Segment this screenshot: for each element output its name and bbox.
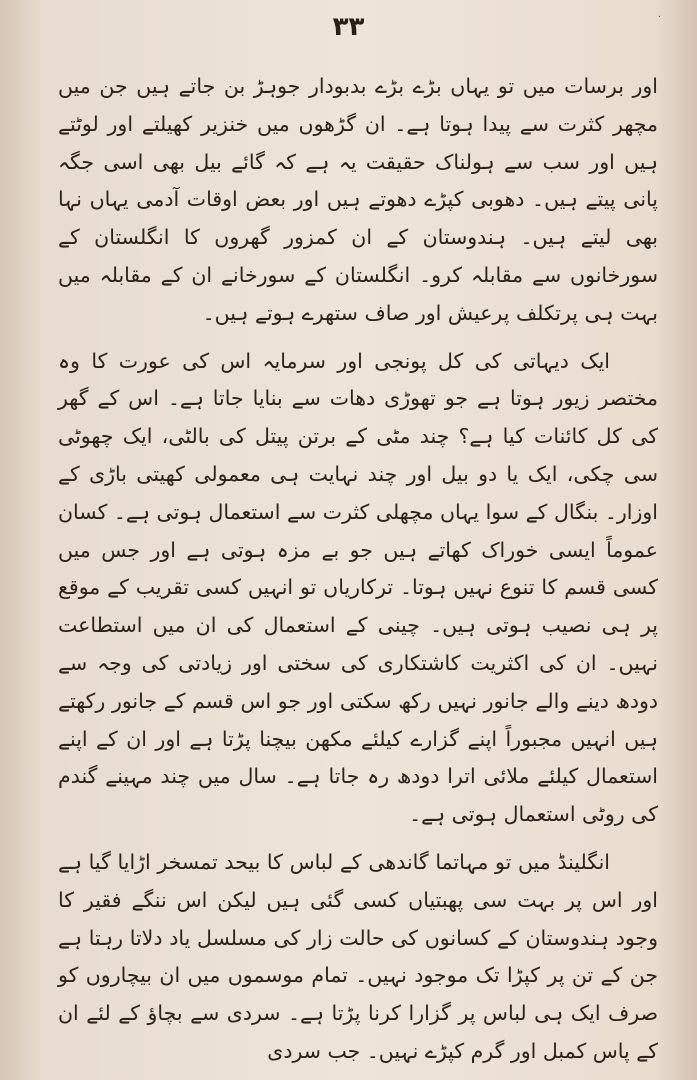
paragraph-3: انگلینڈ میں تو مہاتما گاندھی کے لباس کا بیحد تمسخر اڑایا گیا ہے اور اس پر بہت سی پھبتیاں کسی گئی ہیں لیکن اس ننگے فقیر کا وجود ہندوستان کے کسانوں کی حالت زار کی مسلسل یاد دلاتا رہتا ہے جن کے تن پر کپڑا تک موجود نہیں۔ تمام موسموں میں ان بیچاروں کو صرف ایک ہی لباس پر گزارا کرنا پڑتا ہے۔ سردی سے بچاؤ کے لئے ان کے پاس کمبل اور گرم کپڑے نہیں۔ جب سردی	[58, 849, 658, 1063]
paragraph-2: ایک دیہاتی کی کل پونجی اور سرمایہ اس کی عورت کا وہ مختصر زیور ہوتا ہے جو تھوڑی دھات سے بنایا جاتا ہے۔ اس کے گھر کی کل کائنات کیا ہے؟ چند مٹی کے برتن پیتل کی بالٹی، ایک چھوٹی سی چکی، ایک یا دو بیل اور چند نہایت ہی معمولی کھیتی باڑی کے اوزار۔ بنگال کے سوا یہاں مچھلی کثرت سے استعمال ہوتی ہے۔ کسان عموماً ایسی خوراک کھاتے ہیں جو بے مزہ ہوتی ہے اور جس میں کسی قسم کا تنوع نہیں ہوتا۔ ترکاریاں تو انہیں کسی تقریب کے موقع پر ہی نصیب ہوتی ہیں۔ چینی کے استعمال کی ان میں استطاعت نہیں۔ ان کی اکثریت کاشتکاری کی سختی اور زیادتی کی وجہ سے دودھ دینے والے جانور نہیں رکھ سکتی اور جو اس قسم کے جانور رکھتے ہیں انہیں مجبوراً اپنے گزارے کیلئے مکھن بیچنا پڑتا ہے اور ان کے اپنے استعمال کیلئے ملائی اترا دودھ رہ جاتا ہے۔ سال میں چند مہینے گندم کی روٹی استعمال ہوتی ہے۔	[58, 348, 658, 827]
paragraph-1: اور برسات میں تو یہاں بڑے بڑے بدبودار جوہڑ بن جاتے ہیں جن میں مچھر کثرت سے پیدا ہوتا ہے۔ ان گڑھوں میں خنزیر کھیلتے اور لوٹتے ہیں اور سب سے ہولناک حقیقت یہ ہے کہ گائے بیل بھی اسی جگہ پانی پیتے ہیں۔ دھوبی کپڑے دھوتے ہیں اور بعض اوقات آدمی یہاں نہا بھی لیتے ہیں۔ ہندوستان کے ان کمزور گھروں کا انگلستان کے سورخانوں سے مقابلہ کرو۔ انگلستان کے سورخانے ان کے مقابلہ میں بہت ہی پرتکلف پرعیش اور صاف ستھرے ہوتے ہیں۔	[58, 74, 658, 325]
page-body	[58, 68, 658, 1071]
page-number: ۳۳	[332, 12, 365, 42]
page-speck: ·	[657, 12, 661, 23]
